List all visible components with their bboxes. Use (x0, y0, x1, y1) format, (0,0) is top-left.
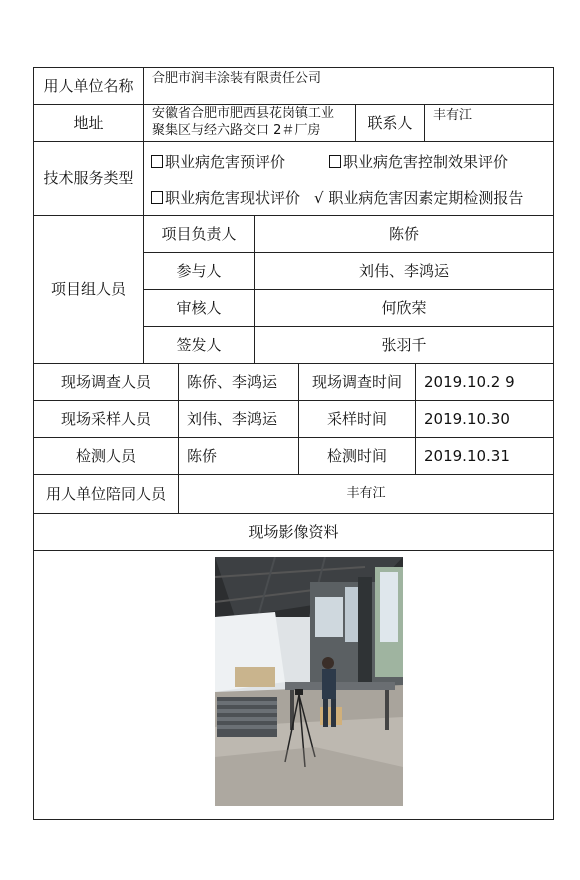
service-type-options (143, 141, 554, 216)
team-role-participant: 参与人 (143, 252, 255, 290)
escort-value: 丰有江 (178, 474, 554, 514)
test-staff-label: 检测人员 (33, 437, 179, 475)
service-type-label: 技术服务类型 (33, 141, 144, 216)
test-time-label: 检测时间 (298, 437, 416, 475)
survey-time-value: 2019.10.2 9 (415, 363, 554, 401)
address-value (143, 104, 356, 142)
team-role-lead: 项目负责人 (143, 215, 255, 253)
test-staff-value: 陈侨 (178, 437, 299, 475)
service-option-pre-evaluation: 职业病危害预评价 (151, 152, 285, 172)
sampling-staff-value: 刘伟、李鸿运 (178, 400, 299, 438)
sampling-staff-label: 现场采样人员 (33, 400, 179, 438)
checkbox-unchecked-icon (329, 155, 341, 168)
service-option-status-evaluation: 职业病危害现状评价 (151, 188, 300, 208)
service-option-periodic-detection: √ 职业病危害因素定期检测报告 (314, 189, 524, 207)
team-name-reviewer: 何欣荣 (254, 289, 554, 327)
escort-label: 用人单位陪同人员 (33, 474, 179, 514)
test-time-value: 2019.10.31 (415, 437, 554, 475)
photo-section-label: 现场影像资料 (33, 513, 554, 551)
survey-staff-value: 陈侨、李鸿运 (178, 363, 299, 401)
employer-value: 合肥市润丰涂装有限责任公司 (143, 67, 554, 105)
survey-staff-label: 现场调查人员 (33, 363, 179, 401)
team-role-issuer: 签发人 (143, 326, 255, 364)
employer-label: 用人单位名称 (33, 67, 144, 105)
address-line-1: 安徽省合肥市肥西县花岗镇工业 (152, 106, 335, 122)
sampling-time-label: 采样时间 (298, 400, 416, 438)
site-photo (215, 557, 403, 806)
team-name-issuer: 张羽千 (254, 326, 554, 364)
contact-label: 联系人 (355, 104, 425, 142)
address-line-2: 聚集区与经六路交口 2＃厂房 (152, 123, 321, 138)
checkbox-unchecked-icon (151, 191, 163, 204)
team-name-participant: 刘伟、李鸿运 (254, 252, 554, 290)
service-option-control-effect: 职业病危害控制效果评价 (329, 152, 508, 172)
team-name-lead: 陈侨 (254, 215, 554, 253)
survey-time-label: 现场调查时间 (298, 363, 416, 401)
contact-value: 丰有江 (424, 104, 554, 142)
address-label: 地址 (33, 104, 144, 142)
team-label: 项目组人员 (33, 215, 144, 364)
sampling-time-value: 2019.10.30 (415, 400, 554, 438)
team-role-reviewer: 审核人 (143, 289, 255, 327)
checkbox-unchecked-icon (151, 155, 163, 168)
